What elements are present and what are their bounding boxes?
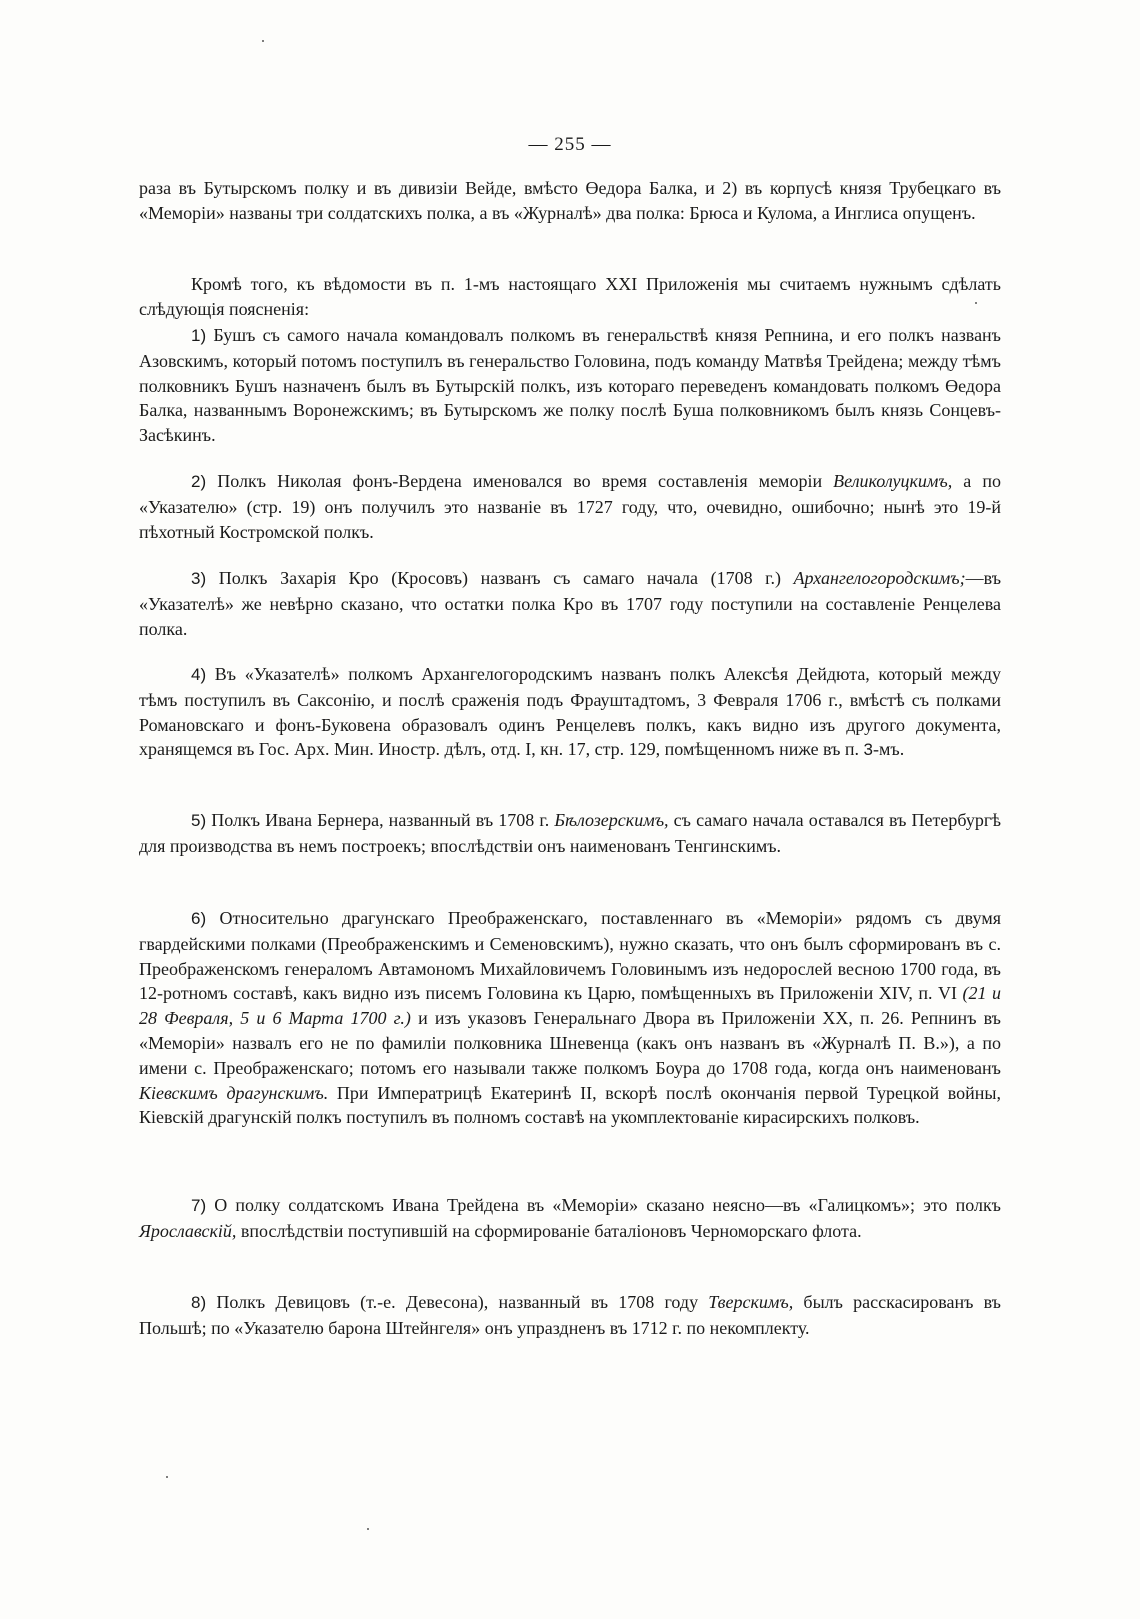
- note-text: Полкъ Девицовъ (т.-е. Девесона), названный въ 1708 году: [206, 1292, 709, 1312]
- note-number: 8): [191, 1293, 207, 1312]
- note-number: 1): [191, 326, 207, 345]
- note-number: 5): [191, 811, 207, 830]
- note-italic: (21 и 28 Февраля, 5 и 6 Марта 1700 г.): [139, 983, 1001, 1029]
- note-2: [139, 469, 1001, 544]
- note-text: —въ «Указателѣ» же невѣрно сказано, что остатки полка Кро въ 1707 году поступили на составленіе Ренцелева полка.: [139, 568, 1001, 639]
- page-number: — 255 —: [528, 134, 612, 155]
- note-italic: Тверскимъ,: [708, 1292, 794, 1312]
- note-3: [139, 566, 1001, 641]
- note-text: При Императрицѣ Екатеринѣ II, вскорѣ послѣ окончанія первой Турецкой войны, Кіевскій драгунскій полкъ поступилъ въ полномъ составѣ на укомплектованіе кирасирскихъ полковъ.: [139, 1082, 1002, 1128]
- note-number: 6): [191, 909, 207, 928]
- note-text: съ самаго начала оставался въ Петербургѣ для производства въ немъ построекъ; впослѣдствіи онъ наименованъ Тенгинскимъ.: [139, 810, 1001, 856]
- note-text: Полкъ Николая фонъ-Вердена именовался во время составленія меморіи: [206, 471, 834, 491]
- paragraph-preface: Кромѣ того, къ вѣдомости въ п. 1-мъ настоящаго XXI Приложенія мы считаемъ нужнымъ сдѣлать слѣдующія поясненія:: [139, 274, 1001, 319]
- scan-speck: [975, 302, 977, 304]
- note-italic: Кіевскимъ драгунскимъ.: [139, 1082, 329, 1103]
- scan-speck: [367, 1528, 369, 1530]
- note-text: Полкъ Захарія Кро (Кросовъ) названъ съ самаго начала (1708 г.): [206, 568, 794, 588]
- note-ref-number: 3: [863, 740, 874, 760]
- note-number: 7): [191, 1196, 207, 1215]
- note-text: а по «Указателю» (стр. 19) онъ получилъ это названіе въ 1727 году, что, очевидно, ошибочно; нынѣ это 19-й пѣхотный Костромской полкъ.: [139, 471, 1001, 542]
- paragraph-intro: раза въ Бутырскомъ полку и въ дивизіи Вейде, вмѣсто Өедора Балка, и 2) въ корпусѣ князя Трубецкаго въ «Меморіи» названы три солдатскихъ полка, а въ «Журналѣ» два полка: Брюса и Кулома, а Инглиса опущенъ.: [139, 178, 1001, 223]
- note-8: [139, 1290, 1001, 1341]
- note-7: [139, 1193, 1001, 1244]
- scan-speck: [166, 1476, 168, 1478]
- note-text: Въ «Указателѣ» полкомъ Архангелогородскимъ названъ полкъ Алексѣя Дейдюта, который между тѣмъ поступилъ въ Саксонію, и послѣ сраженія подъ Фрауштадтомъ, 3 Февраля 1706 г., вмѣстѣ съ полками Романовскаго и фонъ-Буковена образовалъ одинъ Ренцелевъ полкъ, какъ видно изъ другого документа, хранящемся въ Гос. Арх. Мин. Иностр. дѣлъ, отд. I, кн. 17, стр. 129, помѣщенномъ ниже въ п.: [139, 664, 1001, 760]
- note-text: впослѣдствіи поступившій на сформированіе баталіоновъ Черноморскаго флота.: [236, 1220, 862, 1241]
- note-italic: Архангелогородскимъ;: [793, 568, 966, 588]
- note-text: и изъ указовъ Генеральнаго Двора въ Приложеніи XX, п. 26. Репнинъ въ «Меморіи» назвалъ его не по фамиліи полковника Шневенца (какъ онъ названъ въ «Журналѣ П. В.»), а по имени с. Преображенскаго; потомъ его называли также полкомъ Боура до 1708 года, когда онъ наименованъ: [139, 1008, 1001, 1078]
- note-text: Полкъ Ивана Бернера, названный въ 1708 г.: [206, 810, 555, 830]
- note-5: [139, 808, 1001, 859]
- note-text: О полку солдатскомъ Ивана Трейдена въ «Меморіи» сказано неясно—въ «Галицкомъ»; это полкъ: [206, 1195, 1001, 1215]
- note-4: [139, 662, 1001, 763]
- note-text: Бушъ съ самого начала командовалъ полкомъ въ генеральствѣ князя Репнина, и его полкъ названъ Азовскимъ, который потомъ поступилъ въ генеральство Головина, подъ команду Матвѣя Трейдена; между тѣмъ полковникъ Бушъ назначенъ былъ въ Бутырскій полкъ, изъ котораго переведенъ командовать полкомъ Өедора Балка, названнымъ Воронежскимъ; въ Бутырскомъ же полку послѣ Буша полковникомъ былъ князь Сонцевъ-Засѣкинъ.: [139, 325, 1001, 446]
- note-number: 3): [191, 569, 207, 588]
- note-text: -мъ.: [873, 739, 905, 760]
- note-italic: Бѣлозерскимъ,: [554, 810, 669, 830]
- note-italic: Ярославскій,: [139, 1220, 237, 1241]
- note-1: [139, 323, 1001, 448]
- note-number: 2): [191, 472, 207, 491]
- note-6: [139, 906, 1001, 1130]
- note-italic: Великолуцкимъ,: [833, 471, 953, 491]
- scan-speck: [262, 40, 264, 42]
- note-text: былъ расскасированъ въ Польшѣ; по «Указателю барона Штейнгеля» онъ упраздненъ въ 1712 г. по некомплекту.: [139, 1292, 1001, 1338]
- note-number: 4): [191, 665, 207, 684]
- note-text: Относительно драгунскаго Преображенскаго, поставленнаго въ «Меморіи» рядомъ съ двумя гвардейскими полками (Преображенскимъ и Семеновскимъ), нужно сказать, что онъ былъ сформированъ въ с. Преображенскомъ генераломъ Автамономъ Михайловичемъ Головинымъ изъ недорослей весною 1700 года, въ 12-ротномъ составѣ, какъ видно изъ писемъ Головина къ Царю, помѣщенныхъ въ Приложеніи XIV, п. VI: [139, 908, 1001, 1004]
